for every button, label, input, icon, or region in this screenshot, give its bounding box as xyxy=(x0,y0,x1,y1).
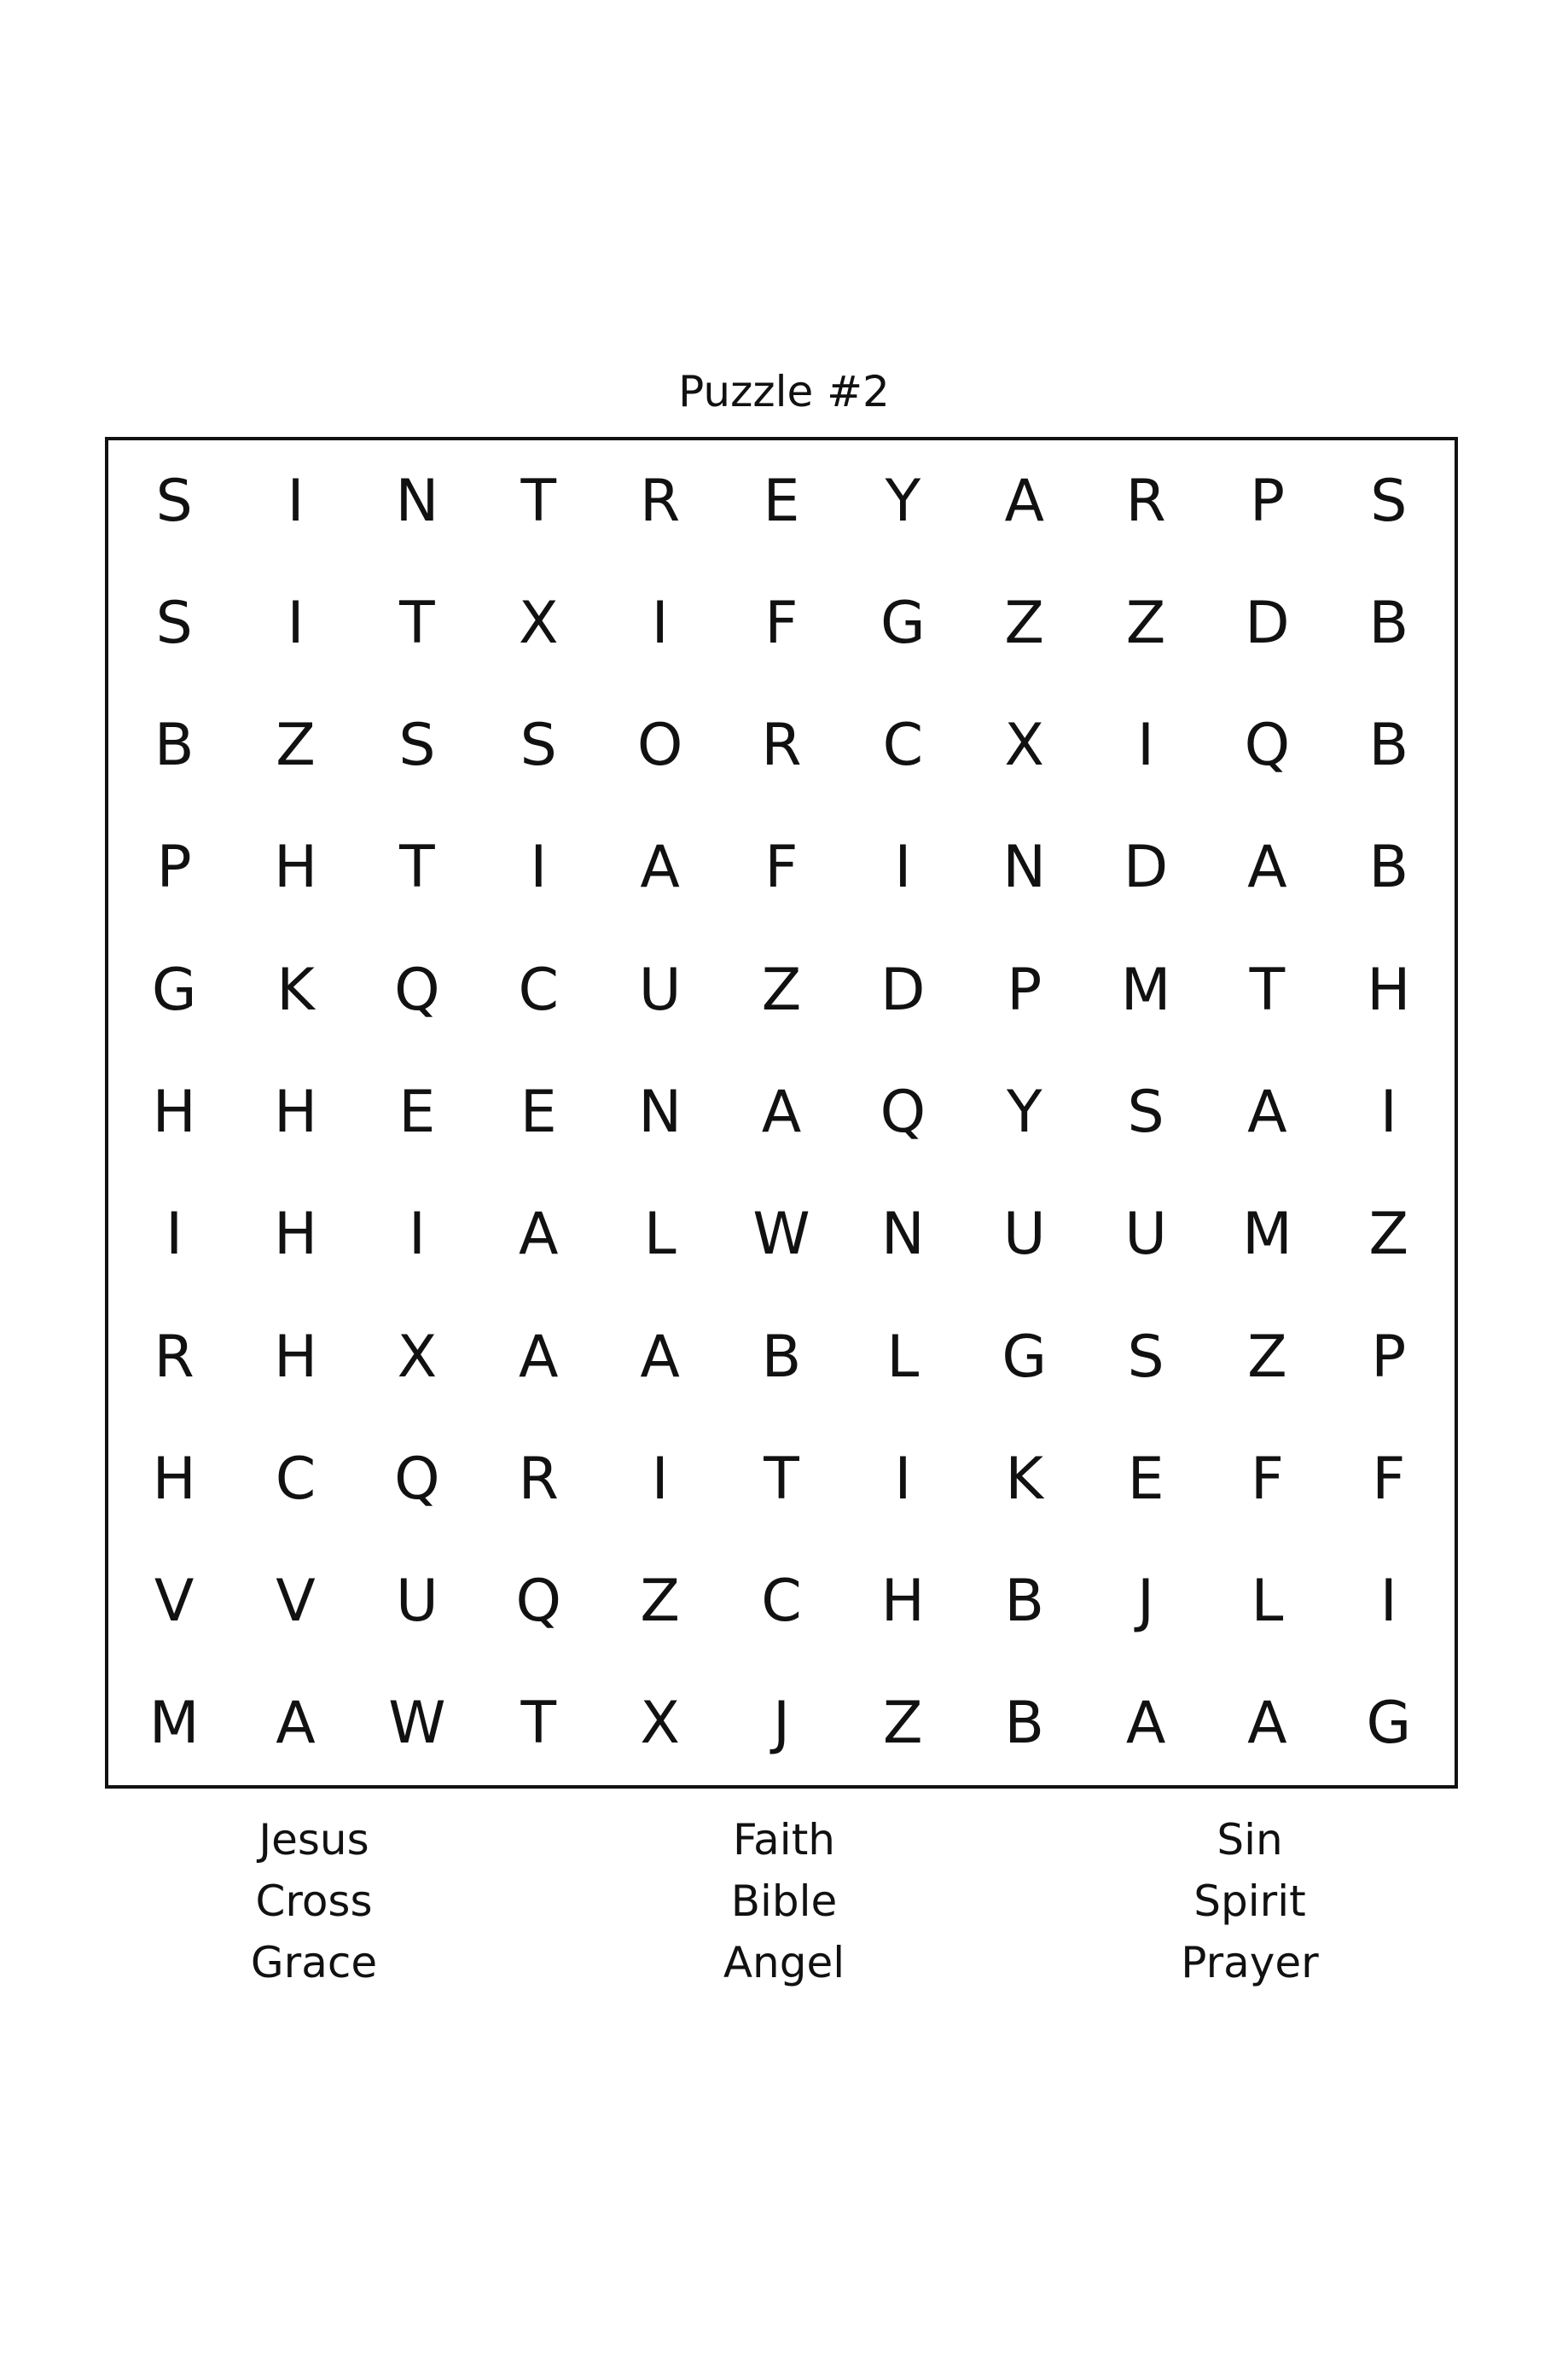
grid-cell[interactable]: U xyxy=(1124,1201,1167,1269)
letter-grid xyxy=(105,437,1458,1789)
grid-cell[interactable]: Q xyxy=(394,956,440,1024)
grid-cell[interactable]: V xyxy=(154,1568,195,1636)
grid-cell[interactable]: T xyxy=(520,1690,557,1758)
grid-cell[interactable]: H xyxy=(152,1078,196,1146)
grid-cell[interactable]: X xyxy=(397,1323,438,1391)
grid-cell[interactable]: E xyxy=(520,1078,557,1146)
word-list-column-2 xyxy=(613,1809,955,1993)
grid-cell[interactable]: S xyxy=(155,589,193,657)
grid-cell[interactable]: O xyxy=(636,712,683,780)
grid-cell[interactable]: K xyxy=(1005,1445,1044,1513)
grid-cell[interactable]: H xyxy=(152,1445,196,1513)
grid-cell[interactable]: W xyxy=(388,1690,446,1758)
word-list-item: Spirit xyxy=(1193,1876,1306,1926)
grid-cell[interactable]: R xyxy=(761,712,802,780)
grid-cell[interactable]: T xyxy=(1249,956,1286,1024)
word-list-item: Bible xyxy=(730,1876,838,1926)
grid-cell[interactable]: A xyxy=(519,1201,559,1269)
grid-cell[interactable]: I xyxy=(166,1201,183,1269)
grid-cell[interactable]: B xyxy=(1368,589,1409,657)
grid-cell[interactable]: Z xyxy=(1368,1201,1409,1269)
grid-cell[interactable]: J xyxy=(772,1690,791,1758)
grid-cell[interactable]: X xyxy=(518,589,559,657)
grid-cell[interactable]: D xyxy=(1245,589,1290,657)
grid-cell[interactable]: S xyxy=(1370,467,1408,535)
grid-cell[interactable]: B xyxy=(1004,1690,1045,1758)
grid-cell[interactable]: B xyxy=(761,1323,802,1391)
grid-cell[interactable]: R xyxy=(518,1445,559,1513)
grid-cell[interactable]: B xyxy=(1368,712,1409,780)
grid-cell[interactable]: A xyxy=(761,1078,802,1146)
grid-cell[interactable]: E xyxy=(1127,1445,1164,1513)
grid-cell[interactable]: S xyxy=(520,712,557,780)
grid-cell[interactable]: B xyxy=(154,712,195,780)
grid-cell[interactable]: R xyxy=(640,467,681,535)
grid-cell[interactable]: S xyxy=(398,712,436,780)
grid-cell[interactable]: S xyxy=(1127,1323,1164,1391)
grid-cell[interactable]: F xyxy=(764,589,799,657)
grid-cell[interactable]: E xyxy=(398,1078,436,1146)
grid-cell[interactable]: Y xyxy=(885,467,921,535)
grid-cell[interactable]: R xyxy=(1125,467,1166,535)
grid-cell[interactable]: Q xyxy=(880,1078,926,1146)
grid-cell[interactable]: N xyxy=(880,1201,925,1269)
grid-cell[interactable]: U xyxy=(396,1568,438,1636)
grid-cell[interactable]: A xyxy=(519,1323,559,1391)
grid-cell[interactable]: Z xyxy=(1004,589,1045,657)
grid-cell[interactable]: P xyxy=(1007,956,1042,1024)
grid-cell[interactable]: I xyxy=(1379,1568,1397,1636)
grid-cell[interactable]: H xyxy=(273,1201,318,1269)
grid-cell[interactable]: G xyxy=(1366,1690,1412,1758)
grid-cell[interactable]: I xyxy=(651,1445,669,1513)
grid-cell[interactable]: I xyxy=(287,589,305,657)
grid-cell[interactable]: A xyxy=(1247,1690,1287,1758)
grid-cell[interactable]: Z xyxy=(883,1690,923,1758)
grid-cell[interactable]: N xyxy=(395,467,439,535)
grid-cell[interactable]: I xyxy=(408,1201,426,1269)
grid-cell[interactable]: S xyxy=(1127,1078,1164,1146)
grid-cell[interactable]: I xyxy=(1137,712,1155,780)
grid-cell[interactable]: D xyxy=(880,956,926,1024)
grid-cell[interactable]: G xyxy=(151,956,197,1024)
grid-cell[interactable]: I xyxy=(894,1445,912,1513)
grid-cell[interactable]: Z xyxy=(761,956,802,1024)
word-list-column-3 xyxy=(1079,1809,1420,1993)
grid-cell[interactable]: T xyxy=(520,467,557,535)
grid-cell[interactable]: Z xyxy=(1125,589,1166,657)
grid-cell[interactable]: L xyxy=(886,1323,920,1391)
grid-cell[interactable]: N xyxy=(638,1078,682,1146)
grid-cell[interactable]: X xyxy=(640,1690,680,1758)
grid-cell[interactable]: Q xyxy=(515,1568,562,1636)
grid-cell[interactable]: T xyxy=(399,834,435,902)
grid-cell[interactable]: A xyxy=(1247,834,1287,902)
grid-cell[interactable]: V xyxy=(276,1568,316,1636)
grid-cell[interactable]: C xyxy=(761,1568,802,1636)
grid-cell[interactable]: B xyxy=(1004,1568,1045,1636)
grid-cell[interactable]: I xyxy=(530,834,548,902)
grid-cell[interactable]: M xyxy=(1120,956,1171,1024)
grid-cell[interactable]: C xyxy=(275,1445,317,1513)
grid-cell[interactable]: T xyxy=(764,1445,799,1513)
word-list-item: Grace xyxy=(250,1938,378,1987)
grid-cell[interactable]: U xyxy=(638,956,682,1024)
puzzle-title: Puzzle #2 xyxy=(678,367,890,416)
grid-cell[interactable]: H xyxy=(273,834,318,902)
grid-cell[interactable]: A xyxy=(640,1323,680,1391)
grid-cell[interactable]: L xyxy=(643,1201,677,1269)
grid-cell[interactable]: E xyxy=(763,467,800,535)
word-list-item: Angel xyxy=(723,1938,845,1987)
grid-cell[interactable]: H xyxy=(1367,956,1411,1024)
grid-cell[interactable]: Q xyxy=(1244,712,1291,780)
grid-cell[interactable]: J xyxy=(1137,1568,1155,1636)
grid-cell[interactable]: F xyxy=(764,834,799,902)
grid-cell[interactable]: D xyxy=(1123,834,1169,902)
grid-cell[interactable]: I xyxy=(1379,1078,1397,1146)
grid-cell[interactable]: N xyxy=(1002,834,1047,902)
grid-cell[interactable]: T xyxy=(399,589,435,657)
grid-cell[interactable]: R xyxy=(154,1323,195,1391)
grid-cell[interactable]: C xyxy=(518,956,559,1024)
grid-cell[interactable]: G xyxy=(1002,1323,1048,1391)
grid-cell[interactable]: B xyxy=(1368,834,1409,902)
grid-cell[interactable]: F xyxy=(1250,1445,1284,1513)
grid-cell[interactable]: I xyxy=(894,834,912,902)
grid-cell[interactable]: W xyxy=(752,1201,810,1269)
grid-cell[interactable]: L xyxy=(1251,1568,1284,1636)
grid-cell[interactable]: M xyxy=(1242,1201,1292,1269)
grid-cell[interactable]: F xyxy=(1372,1445,1406,1513)
grid-cell[interactable]: Z xyxy=(640,1568,680,1636)
grid-cell[interactable]: H xyxy=(273,1078,318,1146)
grid-cell[interactable]: P xyxy=(1371,1323,1407,1391)
grid-cell[interactable]: C xyxy=(882,712,924,780)
grid-cell[interactable]: Y xyxy=(1006,1078,1042,1146)
word-list-item: Cross xyxy=(255,1876,373,1926)
grid-cell[interactable]: M xyxy=(148,1690,200,1758)
word-list-column-1 xyxy=(143,1809,485,1993)
grid-cell[interactable]: P xyxy=(156,834,192,902)
word-list-item: Sin xyxy=(1217,1815,1283,1865)
grid-cell[interactable]: X xyxy=(1004,712,1045,780)
grid-cell[interactable]: A xyxy=(276,1690,316,1758)
grid-cell[interactable]: P xyxy=(1249,467,1285,535)
grid-cell[interactable]: Z xyxy=(276,712,316,780)
grid-cell[interactable]: H xyxy=(273,1323,318,1391)
grid-cell[interactable]: G xyxy=(880,589,926,657)
grid-cell[interactable]: H xyxy=(880,1568,925,1636)
grid-cell[interactable]: Z xyxy=(1247,1323,1287,1391)
grid-cell[interactable]: A xyxy=(1247,1078,1287,1146)
grid-cell[interactable]: U xyxy=(1002,1201,1046,1269)
grid-cell[interactable]: A xyxy=(1125,1690,1166,1758)
grid-cell[interactable]: K xyxy=(276,956,315,1024)
word-list-item: Faith xyxy=(733,1815,835,1865)
grid-cell[interactable]: S xyxy=(155,467,193,535)
grid-cell[interactable]: I xyxy=(651,589,669,657)
grid-cell[interactable]: I xyxy=(287,467,305,535)
grid-cell[interactable]: A xyxy=(1004,467,1044,535)
grid-cell[interactable]: A xyxy=(640,834,680,902)
word-list-item: Prayer xyxy=(1181,1938,1319,1987)
word-list-item: Jesus xyxy=(258,1815,369,1865)
grid-cell[interactable]: Q xyxy=(394,1445,440,1513)
